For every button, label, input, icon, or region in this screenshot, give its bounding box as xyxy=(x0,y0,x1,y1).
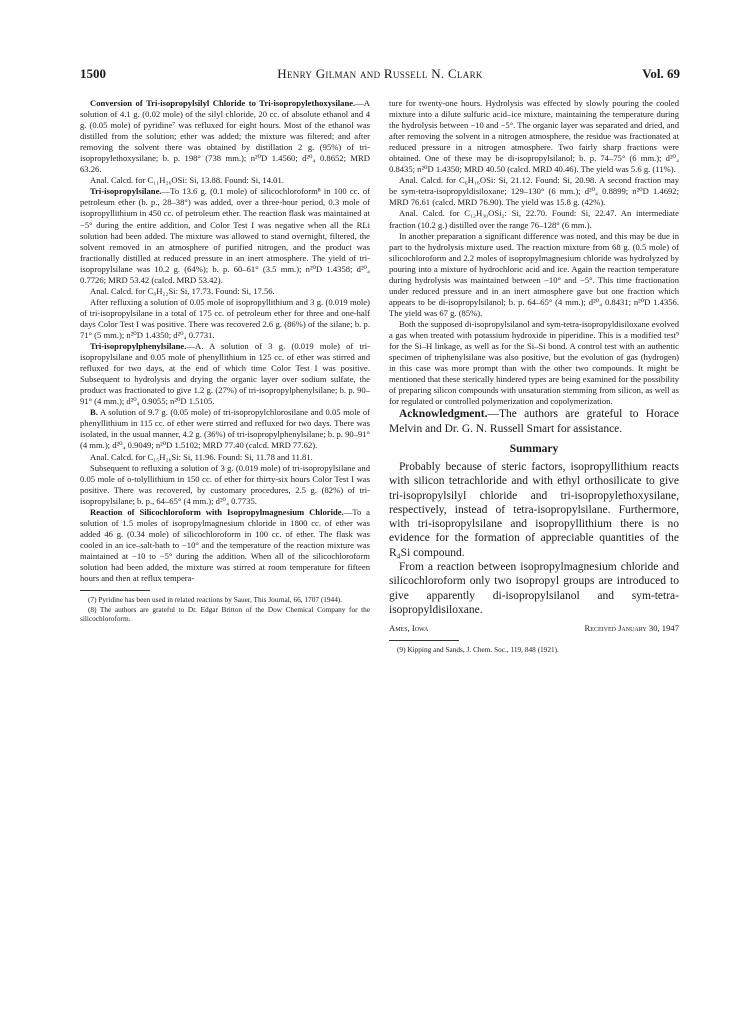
running-header xyxy=(80,66,680,84)
paragraph: After refluxing a solution of 0.05 mole of isopropyllithium and 3 g. (0.019 mole) of tri-isopropylsilane in a total of 175 cc. of petroleum ether for three and one-half days Color Test I was positive. There was recovered 2.6 g. (86%) of the silane; b. p. 71° (5 mm.); n²⁰D 1.4350; d²⁰₄ 0.7731. xyxy=(80,296,370,340)
paragraph-text: A solution of 9.7 g. (0.05 mole) of tri-isopropylchlorosilane and 0.05 mole of phenyllithium in 115 cc. of ether were stirred and refluxed for two days. There was isolated, in the usual manner, 4.2 g. (36%) of tri-isopropylphenylsilane; b. p. 90–91° (4 mm.); d²⁰₄ 0.9049; n²⁰D 1.5102; MRD 77.40 (calcd. MRD 77.62). xyxy=(80,407,370,451)
paragraph-text: —A. A solution of 3 g. (0.019 mole) of tri-isopropylsilane and 0.05 mole of phenyllithium in 125 cc. of ether was stirred and refluxed for two days, at the end of which time Color Test I was positive. Subsequent to hydrolysis and drying the organic layer over sodium sulfate, the product was fractionated to give 1.2 g. (27%) of tri-isopropylphenylsilane; b. p. 90–91° (4 mm.); d²⁰₄ 0.9055; n²⁰D 1.5105. xyxy=(80,341,370,407)
acknowledgment-heading: Acknowledgment. xyxy=(399,408,488,421)
paragraph: Anal. Calcd. for C₆H₁₆OSi: Si, 21.12. Found: Si, 20.98. A second fraction may be sym-tetra-isopropyldisiloxane; 129–130° (6 mm.); d²⁰₄ 0.8899; n²⁰D 1.4692; MRD 76.61 (calcd. MRD 76.90). The yield was 15.8 g. (42%). xyxy=(389,175,679,208)
footnote-rule xyxy=(389,640,459,641)
volume-label: Vol. 69 xyxy=(642,66,680,81)
paragraph xyxy=(80,341,370,407)
paragraph: Anal. Calcd. for C₁₂H₃₀OSi₂: Si, 22.70. Found: Si, 22.47. An intermediate fraction (10.2 g.) distilled over the range 76–128° (6 mm.). xyxy=(389,208,679,230)
location: Ames, Iowa xyxy=(389,623,429,634)
paragraph xyxy=(80,407,370,451)
running-authors: Henry Gilman and Russell N. Clark xyxy=(277,66,483,81)
summary-block xyxy=(389,460,679,617)
section-heading: Tri-isopropylsilane. xyxy=(90,186,162,197)
received-date: Received January 30, 1947 xyxy=(584,623,679,634)
acknowledgment-text: —The authors are grateful to Horace Melvin and Dr. G. N. Russell Smart for assistance. xyxy=(389,408,679,435)
summary-paragraph: From a reaction between isopropylmagnesium chloride and silicochloroform only two isopropyl groups are introduced to give apparently di-isopropylsilanol and sym-tetra-isopropyldisiloxane. xyxy=(389,561,679,616)
acknowledgment-block xyxy=(389,407,679,436)
paragraph xyxy=(80,507,370,584)
paragraph: Anal. Calcd. for C₁₁H₂₆OSi: Si, 13.88. Found: Si, 14.01. xyxy=(90,175,284,186)
footnotes xyxy=(389,645,679,655)
summary-paragraph: Probably because of steric factors, isopropyllithium reacts with silicon tetrachloride and with ethyl orthosilicate to give tri-isopropylsilyl chloride and tri-isopropylethoxysilane, respectively, instead of tetra-isopropylsilane. Furthermore, with tri-isopropylsilane and isopropyllithium there is no evidence for the formation of appreciable quantities of the R₄Si compound. xyxy=(389,460,679,559)
footnote: (8) The authors are grateful to Dr. Edgar Britton of the Dow Chemical Company for the silicochloroform. xyxy=(80,604,370,624)
section-heading: Reaction of Silicochloroform with Isopropylmagnesium Chloride. xyxy=(90,506,344,517)
paragraph: Anal. Calcd. for C₁₅H₂₆Si: Si, 11.96. Found: Si, 11.78 and 11.81. xyxy=(90,451,313,462)
paragraph: In another preparation a significant difference was noted, and this may be due in part to the hydrolysis mixture used. The reaction mixture from 68 g. (0.5 mole) of silicochloroform and 2.2 moles of isopropylmagnesium chloride was hydrolyzed by pouring into a mixture of hydrochloric acid and ice. Again the reaction temperature during hydrolysis was maintained between −10° and −5°. This time fractionation under reduced pressure and in an inert atmosphere gave but one fraction which appears to be di-isopropylsilanol; b. p. 64–65° (4 mm.); d²⁰₄ 0.8431; n²⁰D 1.4356. The yield was 67 g. (85%). xyxy=(389,230,679,318)
summary-heading: Summary xyxy=(509,442,559,455)
page-number: 1500 xyxy=(80,66,106,81)
footnote: (7) Pyridine has been used in related reactions by Sauer, This Journal, 66, 1707 (1944). xyxy=(88,595,343,605)
paragraph: ture for twenty-one hours. Hydrolysis was effected by slowly pouring the cooled mixture into a dilute sulfuric acid–ice mixture, maintaining the temperature during the hydrolysis between −10 and −5°. The organic layer was separated and dried, and after removing the solvent in a nitrogen atmosphere, the residue was fractionated at reduced pressure in a nitrogen atmosphere. Two fairly sharp fractions were obtained. One of these may be di-isopropylsilanol; b. p. 74–75° (6 mm.); d²⁰₄ 0.8435; n²⁰D 1.4350; MRD 40.50 (calcd. MRD 40.46). The yield was 5.6 g. (11%). xyxy=(389,98,679,175)
signature-line xyxy=(389,623,679,634)
paragraph-text: —To 13.6 g. (0.1 mole) of silicochloroform⁸ in 100 cc. of petroleum ether (b. p., 28–38°) was added, over a three-hour period, 0.3 mole of isopropyllithium in 450 cc. of petroleum ether. The reaction flask was maintained at −5° during the entire addition, and Color Test I was negative when all the RLi solution had been added. The mixture was allowed to stand overnight, filtered, the solvent removed in an atmosphere of purified nitrogen, and the product was fractionally distilled at reduced pressure in an inert atmosphere. The yield of tri-isopropylsilane was 10.2 g. (64%); b. p. 60–61° (3.5 mm.); n²⁰D 1.4358; d²⁰₄ 0.7726; MRD 53.42 (calcd. MRD 53.42). xyxy=(80,186,370,285)
paragraph xyxy=(80,98,370,175)
paragraph xyxy=(80,186,370,285)
left-column xyxy=(80,98,370,624)
section-heading: Conversion of Tri-isopropylsilyl Chloride to Tri-isopropylethoxysilane. xyxy=(90,98,356,108)
right-column xyxy=(389,98,679,655)
paragraph-text: —A solution of 4.1 g. (0.02 mole) of the silyl chloride, 20 cc. of absolute ethanol and 4 g. (0.05 mole) of pyridine⁷ was refluxed for eight hours. Most of the ethanol was distilled from the solution; ether was added; the mixture was filtered; and after removing the solvent there was obtained by distillation 2 g. (95%) of tri-isopropylethoxysilane; b. p. 198° (738 mm.); n²⁰D 1.4560; d²⁰₄ 0.8652; MRD 63.26. xyxy=(80,98,370,175)
section-heading: B. xyxy=(90,407,98,418)
paragraph: Subsequent to refluxing a solution of 3 g. (0.019 mole) of tri-isopropylsilane and 0.05 mole of o-tolyllithium in 150 cc. of ether for thirty-six hours Color Test I was positive. There was recovered, by customary procedures, 2.5 g. (82%) of tri-isopropylsilane; b. p., 64–65° (4 mm.); d²⁰₄ 0.7735. xyxy=(80,462,370,506)
section-heading: Tri-isopropylphenylsilane. xyxy=(90,341,187,352)
footnotes xyxy=(80,595,370,624)
paragraph-text: —To a solution of 1.5 moles of isopropylmagnesium chloride in 1800 cc. of ether was added 46 g. (0.34 mole) of silicochloroform in 100 cc. of ether. The flask was cooled in an ice–salt-bath to −10° and the temperature of the reaction mixture was maintained at −10 to −5° during the addition. When all of the silicochloroform solution had been added, the mixture was stirred at room temperature for fifteen hours and then at reflux tempera- xyxy=(80,506,370,584)
paragraph: Both the supposed di-isopropylsilanol and sym-tetra-isopropyldisiloxane evolved a gas when treated with potassium hydroxide in piperidine. This is a modified test⁹ for the Si–H linkage, as well as for the Si–Si bond. A control test with an authentic specimen of triphenylsilane was also positive, but the evolution of gas (hydrogen) in this case was more prompt than with the other two compounds. It might be mentioned that these sterically hindered types are being examined for the possibility of preparing silicon compounds with unsaturation stemming from silicon, as well as for regulated or controlled polymerization and copolymerization. xyxy=(389,318,679,407)
footnote-rule xyxy=(80,590,150,591)
paragraph: Anal. Calcd. for C₉H₂₂Si: Si, 17.73. Found: Si, 17.56. xyxy=(90,285,275,296)
footnote: (9) Kipping and Sands, J. Chem. Soc., 119, 848 (1921). xyxy=(397,645,559,655)
acknowledgment xyxy=(389,407,679,436)
